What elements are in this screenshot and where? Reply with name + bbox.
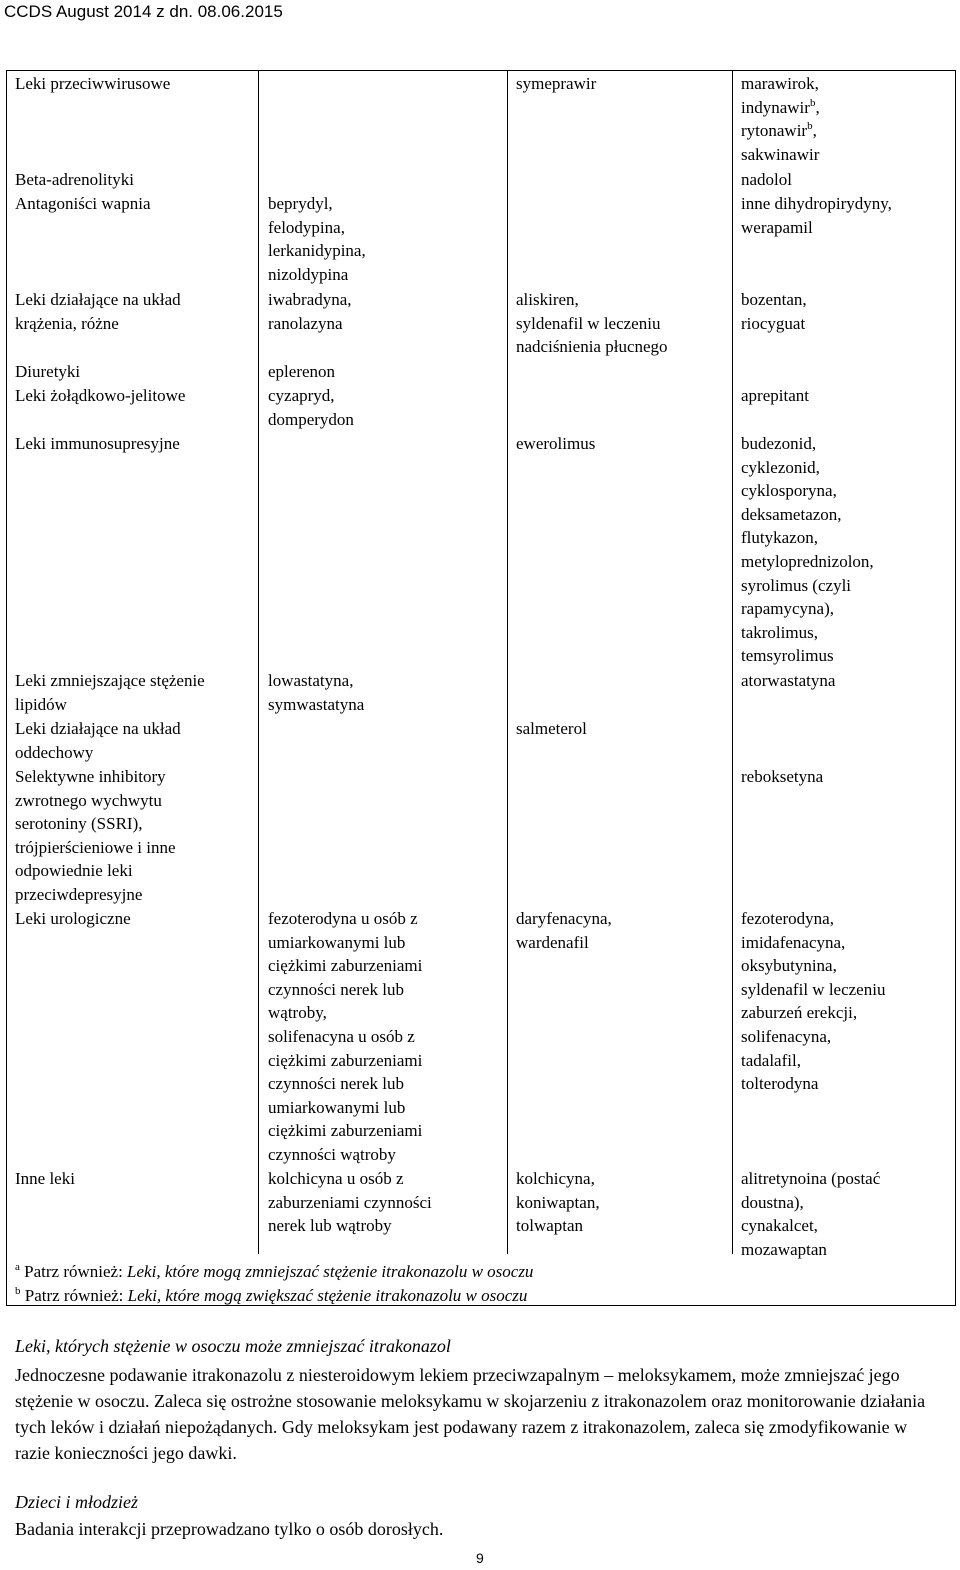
footnote: $^a$ Patrz również: Leki, które mogą zmniejszać stężenie itrakonazolu w osoczu bbox=[15, 1261, 534, 1281]
column-divider bbox=[732, 71, 733, 1254]
cell-line: solifenacyna, bbox=[741, 1026, 832, 1046]
cell-line: domperydon bbox=[268, 409, 354, 429]
cell-line: zwrotnego wychwytu bbox=[15, 790, 162, 810]
footnote-reference: Leki, które mogą zwiększać stężenie itrakonazolu w osoczu bbox=[127, 1286, 528, 1305]
drug-class-cell bbox=[15, 1167, 75, 1191]
cell-line: lowastatyna, bbox=[268, 671, 354, 690]
cell-line: Beta-adrenolityki bbox=[15, 170, 134, 189]
column-divider bbox=[507, 71, 508, 1254]
cell-line: ciężkimi zaburzeniami bbox=[268, 956, 423, 976]
cell-line: zaburzeń erekcji, bbox=[741, 1003, 858, 1023]
caution-cell bbox=[741, 432, 874, 668]
footnote-mark: b bbox=[807, 120, 813, 133]
not-recommended-cell bbox=[516, 907, 612, 954]
caution-cell bbox=[741, 765, 823, 789]
drug-class-cell bbox=[15, 432, 180, 456]
cell-line: deksametazon, bbox=[741, 504, 842, 524]
footnote-mark: b bbox=[809, 96, 816, 109]
not-recommended-cell bbox=[516, 288, 668, 359]
cell-line: rapamycyna), bbox=[741, 599, 834, 619]
cell-line: ciężkimi zaburzeniami bbox=[268, 1050, 423, 1070]
cell-line: Leki działające na układ bbox=[15, 719, 181, 738]
drug-class-cell bbox=[15, 669, 205, 716]
cell-line: reboksetyna bbox=[741, 767, 824, 786]
section-title-pediatrics: Dzieci i młodzież bbox=[15, 1492, 138, 1512]
cell-line: fezoterodyna, bbox=[741, 909, 834, 928]
drug-class-cell bbox=[15, 384, 185, 408]
cell-line: werapamil bbox=[741, 217, 813, 237]
cell-line: Antagoniści wapnia bbox=[15, 194, 151, 213]
cell-line: metyloprednizolon, bbox=[741, 551, 874, 571]
cell-line: marawirok, bbox=[741, 74, 819, 93]
cell-line: Leki żołądkowo-jelitowe bbox=[15, 386, 186, 405]
cell-line: bozentan, bbox=[741, 290, 807, 309]
cell-line: krążenia, różne bbox=[15, 313, 119, 333]
cell-line: Leki urologiczne bbox=[15, 909, 131, 928]
page-number: 9 bbox=[476, 1550, 484, 1566]
cell-line: sakwinawir bbox=[741, 144, 820, 164]
cell-line: oksybutynina, bbox=[741, 956, 837, 976]
section-body-pediatrics: Badania interakcji przeprowadzano tylko o osób dorosłych. bbox=[15, 1519, 444, 1539]
cell-line: symwastatyna bbox=[268, 694, 365, 714]
caution-cell bbox=[741, 384, 809, 408]
cell-line: doustna), bbox=[741, 1192, 804, 1212]
cell-line: inne dihydropirydyny, bbox=[741, 194, 892, 213]
cell-line: ranolazyna bbox=[268, 313, 343, 333]
cell-line: umiarkowanymi lub bbox=[268, 932, 406, 952]
cell-line: syldenafil w leczeniu bbox=[741, 979, 886, 999]
contraindicated-cell bbox=[268, 1167, 432, 1238]
cell-line: aliskiren, bbox=[516, 290, 579, 309]
caution-cell bbox=[741, 168, 792, 192]
contraindicated-cell bbox=[268, 384, 354, 431]
cell-line: aprepitant bbox=[741, 386, 809, 405]
cell-line: iwabradyna, bbox=[268, 290, 352, 309]
document-header: CCDS August 2014 z dn. 08.06.2015 bbox=[4, 2, 283, 21]
drug-class-cell bbox=[15, 360, 80, 384]
not-recommended-cell bbox=[516, 72, 596, 96]
cell-line: symeprawir bbox=[516, 74, 597, 93]
cell-line: daryfenacyna, bbox=[516, 909, 612, 928]
cell-line: kolchicyna, bbox=[516, 1169, 595, 1188]
cell-line: budezonid, bbox=[741, 434, 817, 453]
contraindicated-cell bbox=[268, 192, 366, 286]
cell-line: lerkanidypina, bbox=[268, 241, 366, 261]
cell-line: odpowiednie leki bbox=[15, 861, 133, 881]
cell-line: nerek lub wątroby bbox=[268, 1216, 392, 1236]
cell-line: tolwaptan bbox=[516, 1216, 584, 1236]
cell-line: nadolol bbox=[741, 170, 792, 189]
cell-line: ewerolimus bbox=[516, 434, 596, 453]
cell-line: lipidów bbox=[15, 694, 67, 714]
caution-cell bbox=[741, 1167, 880, 1261]
drug-class-cell bbox=[15, 72, 170, 96]
cell-line: ciężkimi zaburzeniami bbox=[268, 1121, 423, 1141]
caution-cell bbox=[741, 72, 820, 166]
cell-line: Leki przeciwwirusowe bbox=[15, 74, 171, 93]
cell-line: alitretynoina (postać bbox=[741, 1169, 881, 1188]
not-recommended-cell bbox=[516, 1167, 600, 1238]
cell-line: wardenafil bbox=[516, 932, 589, 952]
cell-line: rytonawir$^b$, bbox=[741, 120, 817, 141]
cell-line: wątroby, bbox=[268, 1003, 327, 1023]
cell-line: czynności wątroby bbox=[268, 1144, 396, 1164]
cell-line: solifenacyna u osób z bbox=[268, 1026, 415, 1046]
cell-line: tolterodyna bbox=[741, 1074, 819, 1094]
drug-class-cell bbox=[15, 192, 151, 216]
not-recommended-cell bbox=[516, 717, 587, 741]
footnote-mark: a bbox=[15, 1261, 20, 1273]
contraindicated-cell bbox=[268, 360, 335, 384]
caution-cell bbox=[741, 192, 892, 239]
column-divider bbox=[258, 71, 259, 1254]
cell-line: indynawir$^b$, bbox=[741, 96, 820, 117]
cell-line: beprydyl, bbox=[268, 194, 333, 213]
contraindicated-cell bbox=[268, 669, 364, 716]
cell-line: cyklosporyna, bbox=[741, 481, 837, 501]
cell-line: Leki immunosupresyjne bbox=[15, 434, 180, 453]
cell-line: serotoniny (SSRI), bbox=[15, 814, 143, 834]
cell-line: flutykazon, bbox=[741, 528, 818, 548]
cell-line: imidafenacyna, bbox=[741, 932, 846, 952]
cell-line: Leki działające na układ bbox=[15, 290, 181, 309]
cell-line: czynności nerek lub bbox=[268, 1074, 404, 1094]
cell-line: syldenafil w leczeniu bbox=[516, 313, 661, 333]
cell-line: cyzapryd, bbox=[268, 386, 335, 405]
cell-line: salmeterol bbox=[516, 719, 587, 738]
cell-line: fezoterodyna u osób z bbox=[268, 909, 418, 928]
cell-line: czynności nerek lub bbox=[268, 979, 404, 999]
drug-class-cell bbox=[15, 288, 181, 335]
cell-line: mozawaptan bbox=[741, 1239, 827, 1259]
cell-line: cyklezonid, bbox=[741, 457, 820, 477]
drug-class-cell bbox=[15, 765, 176, 907]
drug-class-cell bbox=[15, 168, 134, 192]
footnote-mark: b bbox=[15, 1285, 21, 1297]
cell-line: Diuretyki bbox=[15, 362, 81, 381]
not-recommended-cell bbox=[516, 432, 595, 456]
cell-line: takrolimus, bbox=[741, 622, 818, 642]
cell-line: temsyrolimus bbox=[741, 646, 834, 666]
footnote: $^b$ Patrz również: Leki, które mogą zwiększać stężenie itrakonazolu w osoczu bbox=[15, 1285, 528, 1305]
drug-class-cell bbox=[15, 717, 181, 764]
caution-cell bbox=[741, 669, 835, 693]
drug-class-cell bbox=[15, 907, 131, 931]
cell-line: koniwaptan, bbox=[516, 1192, 600, 1212]
cell-line: przeciwdepresyjne bbox=[15, 884, 143, 904]
cell-line: syrolimus (czyli bbox=[741, 575, 852, 595]
cell-line: Leki zmniejszające stężenie bbox=[15, 671, 205, 690]
cell-line: eplerenon bbox=[268, 362, 336, 381]
cell-line: atorwastatyna bbox=[741, 671, 836, 690]
cell-line: tadalafil, bbox=[741, 1050, 801, 1070]
cell-line: trójpierścieniowe i inne bbox=[15, 837, 176, 857]
cell-line: zaburzeniami czynności bbox=[268, 1192, 432, 1212]
cell-line: Selektywne inhibitory bbox=[15, 767, 166, 786]
cell-line: nadciśnienia płucnego bbox=[516, 337, 668, 357]
cell-line: felodypina, bbox=[268, 217, 345, 237]
cell-line: kolchicyna u osób z bbox=[268, 1169, 404, 1188]
caution-cell bbox=[741, 288, 807, 335]
section-body-interactions: Jednoczesne podawanie itrakonazolu z niesteroidowym lekiem przeciwzapalnym – meloksykamem, może zmniejszać jego stężenie w osoczu. Zaleca się ostrożne stosowanie meloksykamu w skojarzeniu z itrakonazolem oraz monitorowanie działania tych leków i działań niepożądanych. Gdy meloksykam jest podawany razem z itrakonazolem, zaleca się zmodyfikowanie w razie konieczności jego dawki. bbox=[15, 1365, 926, 1463]
contraindicated-cell bbox=[268, 288, 352, 335]
caution-cell bbox=[741, 907, 885, 1096]
cell-line: riocyguat bbox=[741, 313, 806, 333]
cell-line: nizoldypina bbox=[268, 264, 349, 284]
cell-line: oddechowy bbox=[15, 742, 94, 762]
cell-line: Inne leki bbox=[15, 1169, 75, 1188]
contraindicated-cell bbox=[268, 907, 422, 1167]
cell-line: cynakalcet, bbox=[741, 1216, 818, 1236]
section-title-interactions: Leki, których stężenie w osoczu może zmniejszać itrakonazol bbox=[15, 1336, 451, 1356]
footnote-reference: Leki, które mogą zmniejszać stężenie itrakonazolu w osoczu bbox=[127, 1262, 534, 1281]
cell-line: umiarkowanymi lub bbox=[268, 1097, 406, 1117]
